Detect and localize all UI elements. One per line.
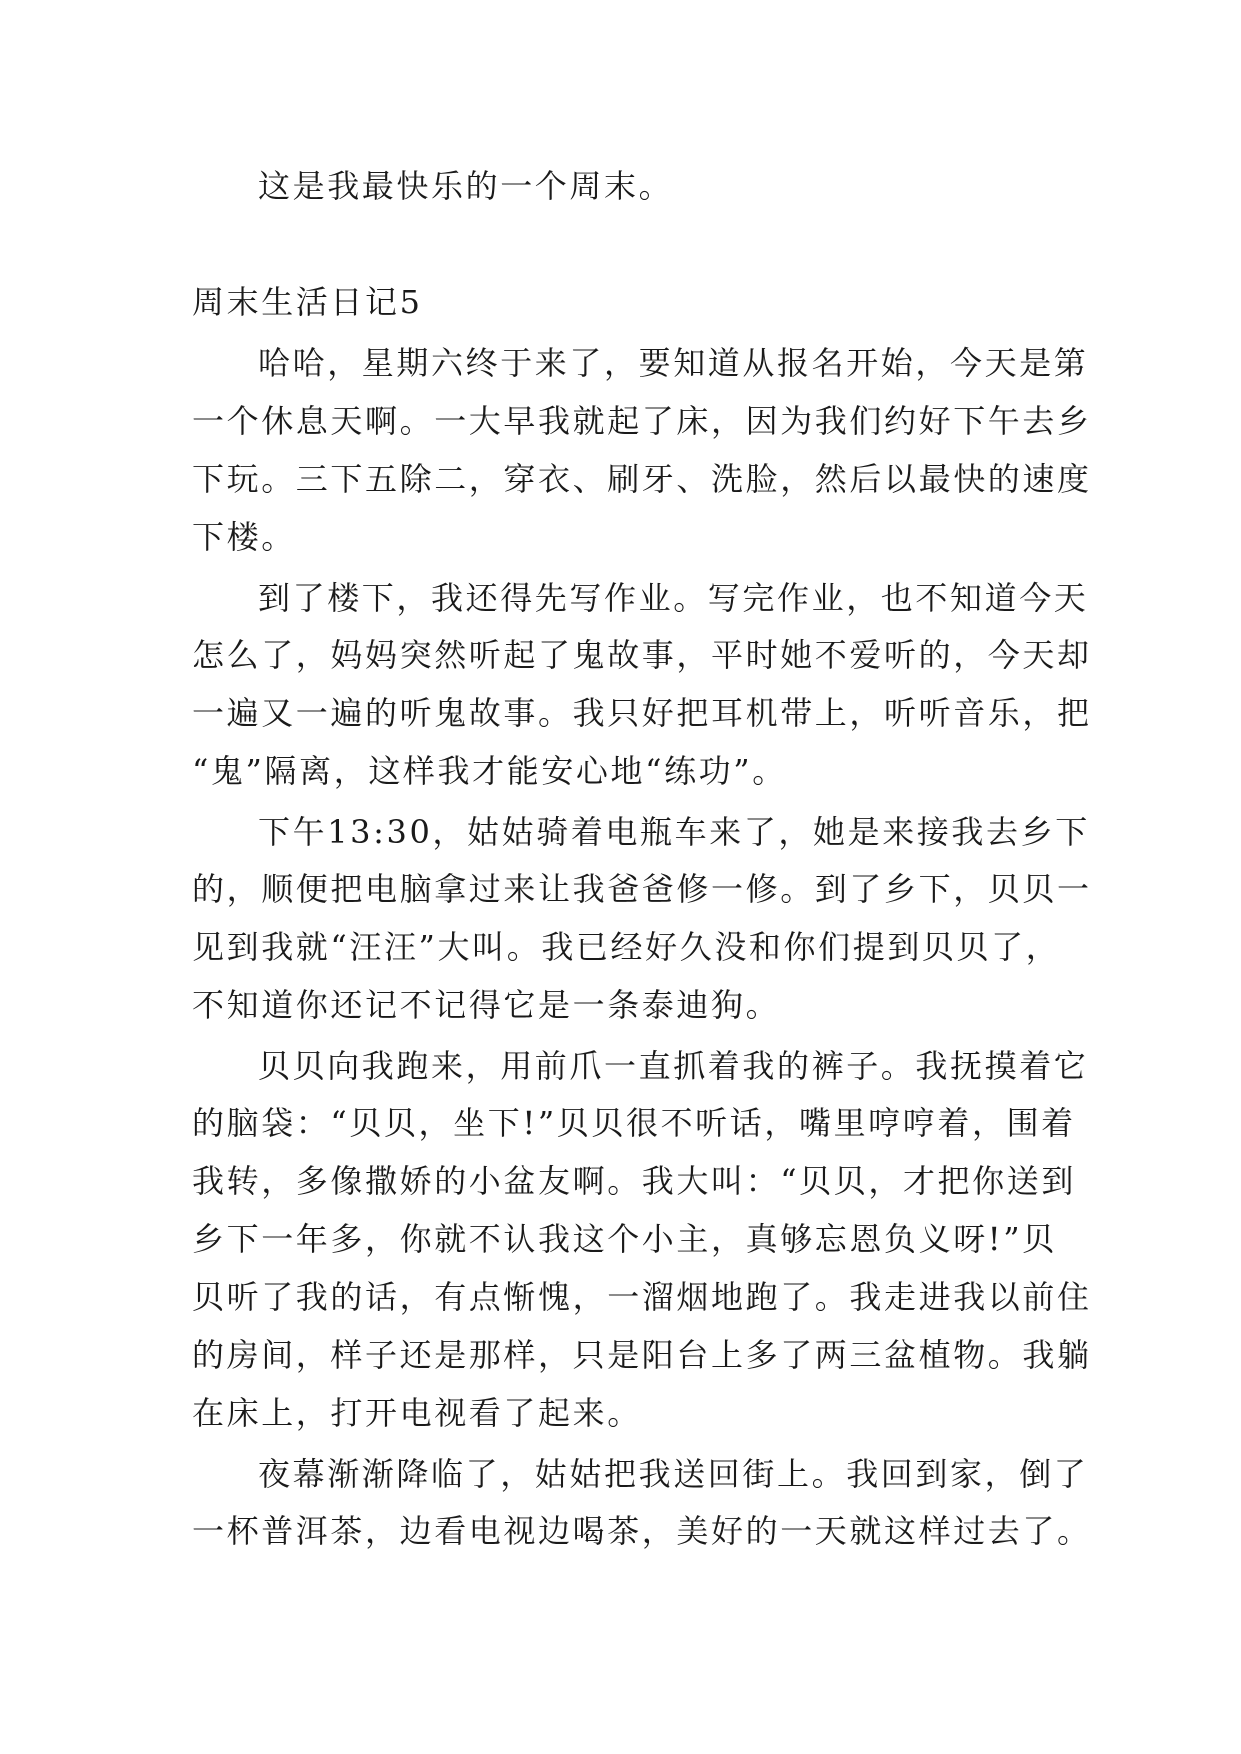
paragraph-line: 下玩。三下五除二，穿衣、刷牙、洗脸，然后以最快的速度 xyxy=(192,460,1092,498)
paragraph-line: 到了楼下，我还得先写作业。写完作业，也不知道今天 xyxy=(258,579,1089,617)
paragraph-line: 见到我就“汪汪”大叫。我已经好久没和你们提到贝贝了， xyxy=(192,928,1061,966)
paragraph-line: 一遍又一遍的听鬼故事。我只好把耳机带上，听听音乐，把 xyxy=(192,694,1092,732)
closing-line: 这是我最快乐的一个周末。 xyxy=(258,167,674,205)
paragraph-line: 下午13:30，姑姑骑着电瓶车来了，她是来接我去乡下 xyxy=(258,813,1090,851)
paragraph-line: 一个休息天啊。一大早我就起了床，因为我们约好下午去乡 xyxy=(192,402,1092,440)
paragraph-line: 我转，多像撒娇的小盆友啊。我大叫：“贝贝，才把你送到 xyxy=(192,1162,1076,1200)
paragraph-line: 下楼。 xyxy=(192,518,296,556)
paragraph-line: 的脑袋：“贝贝，坐下!”贝贝很不听话，嘴里哼哼着，围着 xyxy=(192,1104,1076,1142)
paragraph-line: 的房间，样子还是那样，只是阳台上多了两三盆植物。我躺 xyxy=(192,1336,1092,1374)
paragraph-line: 的，顺便把电脑拿过来让我爸爸修一修。到了乡下，贝贝一 xyxy=(192,870,1092,908)
paragraph-line: 贝贝向我跑来，用前爪一直抓着我的裤子。我抚摸着它 xyxy=(258,1047,1089,1085)
paragraph-line: 夜幕渐渐降临了，姑姑把我送回街上。我回到家，倒了 xyxy=(258,1455,1089,1493)
paragraph-line: 哈哈，星期六终于来了，要知道从报名开始，今天是第 xyxy=(258,344,1089,382)
paragraph-line: 不知道你还记不记得它是一条泰迪狗。 xyxy=(192,986,781,1024)
paragraph-line: “鬼”隔离，这样我才能安心地“练功”。 xyxy=(192,752,787,790)
paragraph-line: 在床上，打开电视看了起来。 xyxy=(192,1394,642,1432)
paragraph-line: 怎么了，妈妈突然听起了鬼故事，平时她不爱听的，今天却 xyxy=(192,636,1092,674)
section-title: 周末生活日记5 xyxy=(192,283,423,321)
paragraph-line: 乡下一年多，你就不认我这个小主，真够忘恩负义呀!”贝 xyxy=(192,1220,1057,1258)
paragraph-line: 贝听了我的话，有点惭愧，一溜烟地跑了。我走进我以前住 xyxy=(192,1278,1092,1316)
paragraph-line: 一杯普洱茶，边看电视边喝茶，美好的一天就这样过去了。 xyxy=(192,1512,1092,1550)
